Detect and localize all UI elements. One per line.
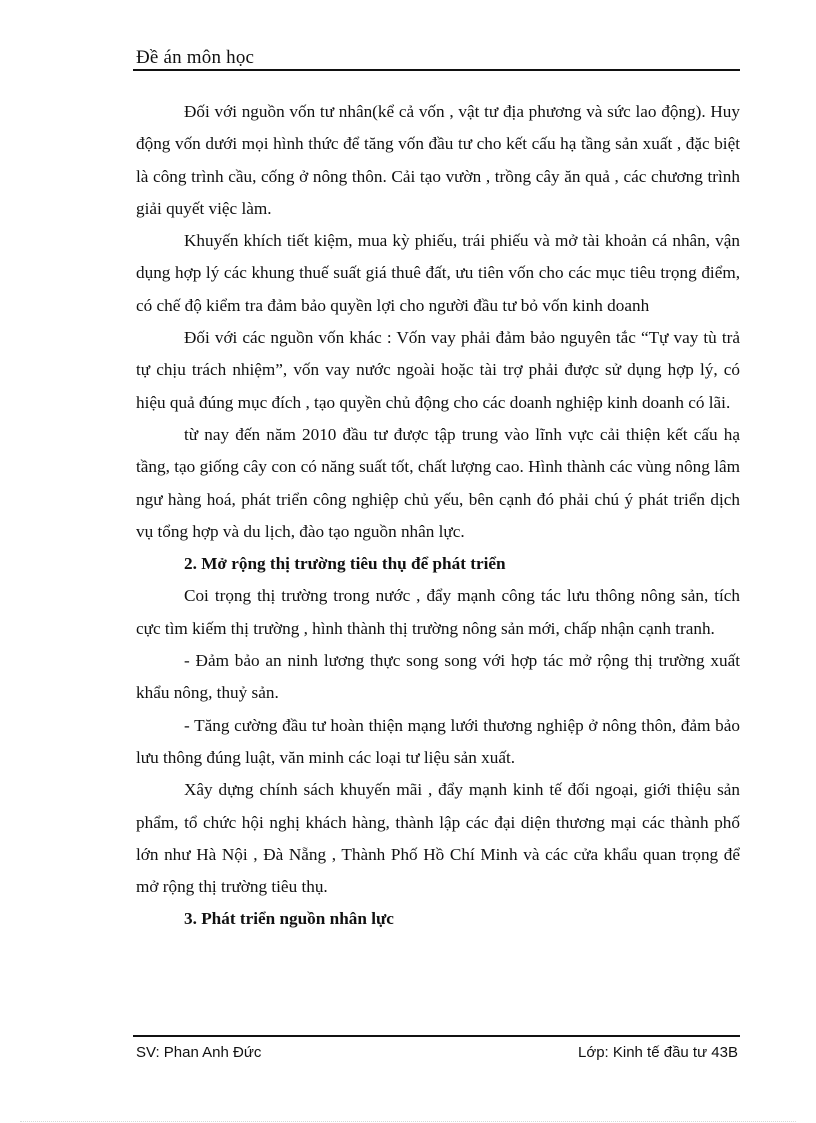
footer-class-name: Lớp: Kinh tế đầu tư 43B xyxy=(578,1044,738,1061)
footer-divider xyxy=(133,1035,740,1037)
section-heading-human-resources: 3. Phát triển nguồn nhân lực xyxy=(184,909,394,929)
paragraph-private-capital: Đối với nguồn vốn tư nhân(kể cả vốn , vật tư địa phương và sức lao động). Huy động vốn dưới mọi hình thức để tăng vốn đầu tư cho kết cấu hạ tầng sản xuất , đặc biệt là công trình cầu, cống ở nông thôn. Cải tạo vườn , trồng cây ăn quả , các chương trình giải quyết việc làm. xyxy=(136,102,740,218)
footer-student-name: SV: Phan Anh Đức xyxy=(136,1044,262,1061)
page-header-title: Đề án môn học xyxy=(136,47,255,68)
paragraph-investment-2010: từ nay đến năm 2010 đầu tư được tập trung vào lĩnh vực cải thiện kết cấu hạ tầng, tạo giống cây con có năng suất tốt, chất lượng cao. Hình thành các vùng nông lâm ngư hàng hoá, phát triển công nghiệp chủ yếu, bên cạnh đó phải chú ý phát triển dịch vụ tổng hợp và du lịch, đào tạo nguồn nhân lực. xyxy=(136,424,740,541)
header-divider xyxy=(133,69,740,71)
paragraph-food-security: - Đảm bảo an ninh lương thực song song với hợp tác mở rộng thị trường xuất khẩu nông, thuỷ sản. xyxy=(136,651,740,703)
page-bottom-edge xyxy=(20,1121,796,1122)
section-heading-market: 2. Mở rộng thị trường tiêu thụ để phát triển xyxy=(184,554,506,574)
paragraph-trade-network: - Tăng cường đầu tư hoàn thiện mạng lưới thương nghiệp ở nông thôn, đảm bảo lưu thông đúng luật, văn minh các loại tư liệu sản xuất. xyxy=(136,715,740,767)
paragraph-promotion-policy: Xây dựng chính sách khuyến mãi , đẩy mạnh kinh tế đối ngoại, giới thiệu sản phẩm, tổ chức hội nghị khách hàng, thành lập các đại diện thương mại các thành phố lớn như Hà Nội , Đà Nẵng , Thành Phố Hồ Chí Minh và các cửa khẩu quan trọng để mở rộng thị trường tiêu thụ. xyxy=(136,780,740,897)
paragraph-domestic-market: Coi trọng thị trường trong nước , đẩy mạnh công tác lưu thông nông sản, tích cực tìm kiếm thị trường , hình thành thị trường nông sản mới, chấp nhận cạnh tranh. xyxy=(136,586,740,638)
paragraph-savings-encouragement: Khuyến khích tiết kiệm, mua kỳ phiếu, trái phiếu và mở tài khoản cá nhân, vận dụng hợp lý các khung thuế suất giá thuê đất, ưu tiên vốn cho các mục tiêu trọng điểm, có chế độ kiểm tra đảm bảo quyền lợi cho người đầu tư bỏ vốn kinh doanh xyxy=(136,231,740,315)
paragraph-other-capital: Đối với các nguồn vốn khác : Vốn vay phải đảm bảo nguyên tắc “Tự vay tù trả tự chịu trách nhiệm”, vốn vay nước ngoài hoặc tài trợ phải được sử dụng hợp lý, có hiệu quả đúng mục đích , tạo quyền chủ động cho các doanh nghiệp kinh doanh có lãi. xyxy=(136,328,740,412)
document-body xyxy=(136,96,740,936)
